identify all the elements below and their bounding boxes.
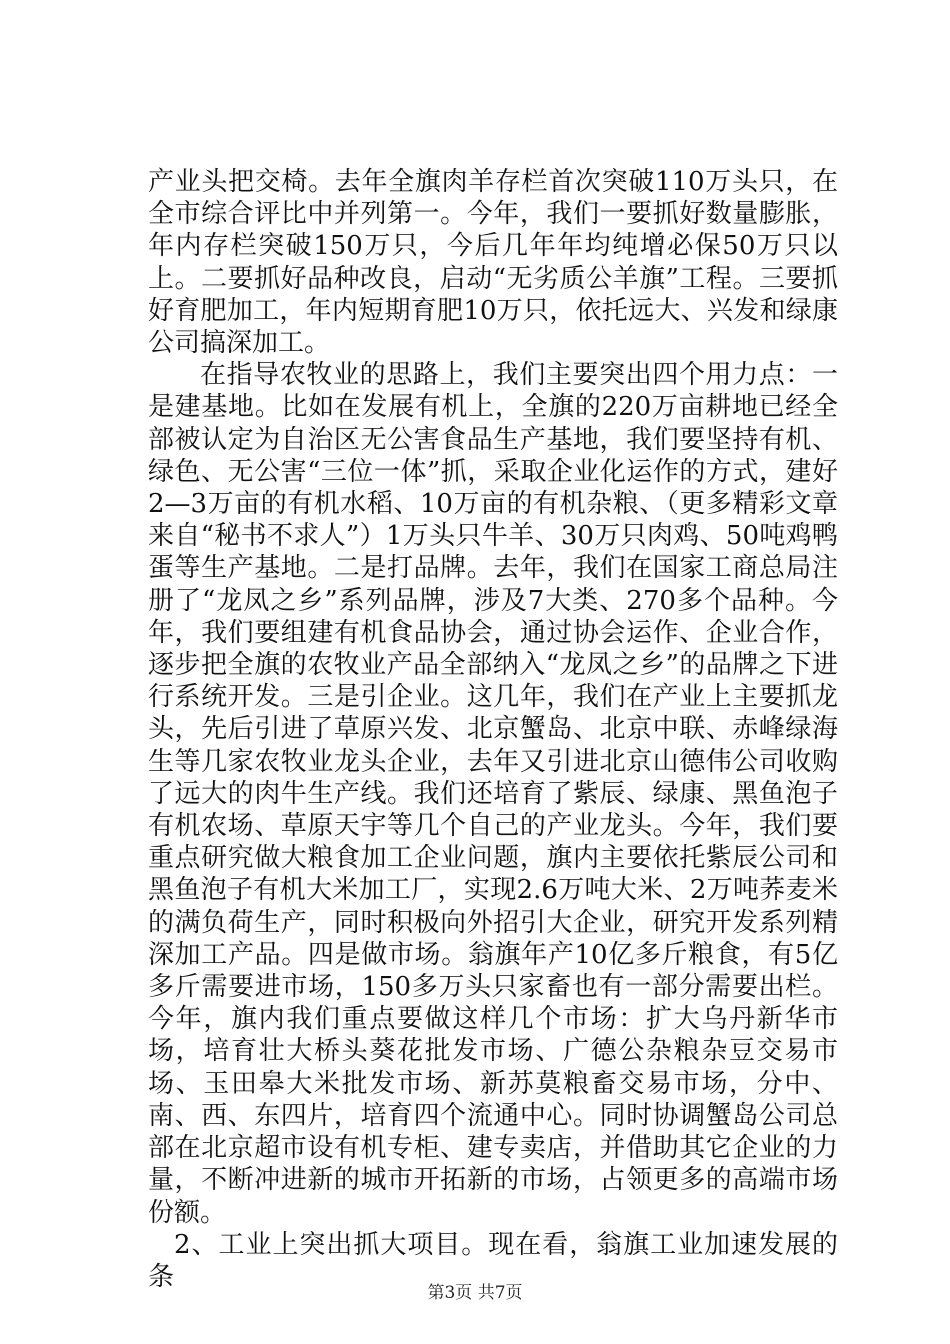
paragraph-agriculture-focus: 在指导农牧业的思路上，我们主要突出四个用力点：一是建基地。比如在发展有机上，全旗的220万亩耕地已经全部被认定为自治区无公害食品生产基地，我们要坚持有机、绿色、无公害“三位一体”抓，采取企业化运作的方式，建好2—3万亩的有机水稻、10万亩的有机杂粮、（更多精彩文章来自“秘书不求人”）1万头只牛羊、30万只肉鸡、50吨鸡鸭蛋等生产基地。二是打品牌。去年，我们在国家工商总局注册了“龙凤之乡”系列品牌，涉及7大类、270多个品种。今年，我们要组建有机食品协会，通过协会运作、企业合作，逐步把全旗的农牧业产品全部纳入“龙凤之乡”的品牌之下进行系统开发。三是引企业。这几年，我们在产业上主要抓龙头，先后引进了草原兴发、北京蟹岛、北京中联、赤峰绿海生等几家农牧业龙头企业，去年又引进北京山德伟公司收购了远大的肉牛生产线。我们还培育了紫辰、绿康、黑鱼泡子有机农场、草原天宇等几个自己的产业龙头。今年，我们要重点研究做大粮食加工企业问题，旗内主要依托紫辰公司和黑鱼泡子有机大米加工厂，实现2.6万吨大米、2万吨荞麦米的满负荷生产，同时积极向外招引大企业，研究开发系列精深加工产品。四是做市场。翁旗年产10亿多斤粮食，有5亿多斤需要进市场，150多万头只家畜也有一部分需要出栏。今年，旗内我们重点要做这样几个市场：扩大乌丹新华市场，培育壮大桥头葵花批发市场、广德公杂粮杂豆交易市场、玉田皋大米批发市场、新苏莫粮畜交易市场，分中、南、西、东四片，培育四个流通中心。同时协调蟹岛公司总部在北京超市设有机专柜、建专卖店，并借助其它企业的力量，不断冲进新的城市开拓新的市场，占领更多的高端市场份额。: [148, 360, 838, 1228]
paragraph-industry: 2、工业上突出抓大项目。现在看，翁旗工业加速发展的条: [148, 1229, 838, 1292]
document-body: [148, 166, 838, 1293]
paragraph-livestock: 产业头把交椅。去年全旗肉羊存栏首次突破110万头只，在全市综合评比中并列第一。今年，我们一要抓好数量膨胀，年内存栏突破150万只，今后几年年均纯增必保50万只以上。二要抓好品种改良，启动“无劣质公羊旗”工程。三要抓好育肥加工，年内短期育肥10万只，依托远大、兴发和绿康公司搞深加工。: [148, 167, 838, 359]
page-number-footer: 第3页 共7页: [427, 1283, 523, 1303]
